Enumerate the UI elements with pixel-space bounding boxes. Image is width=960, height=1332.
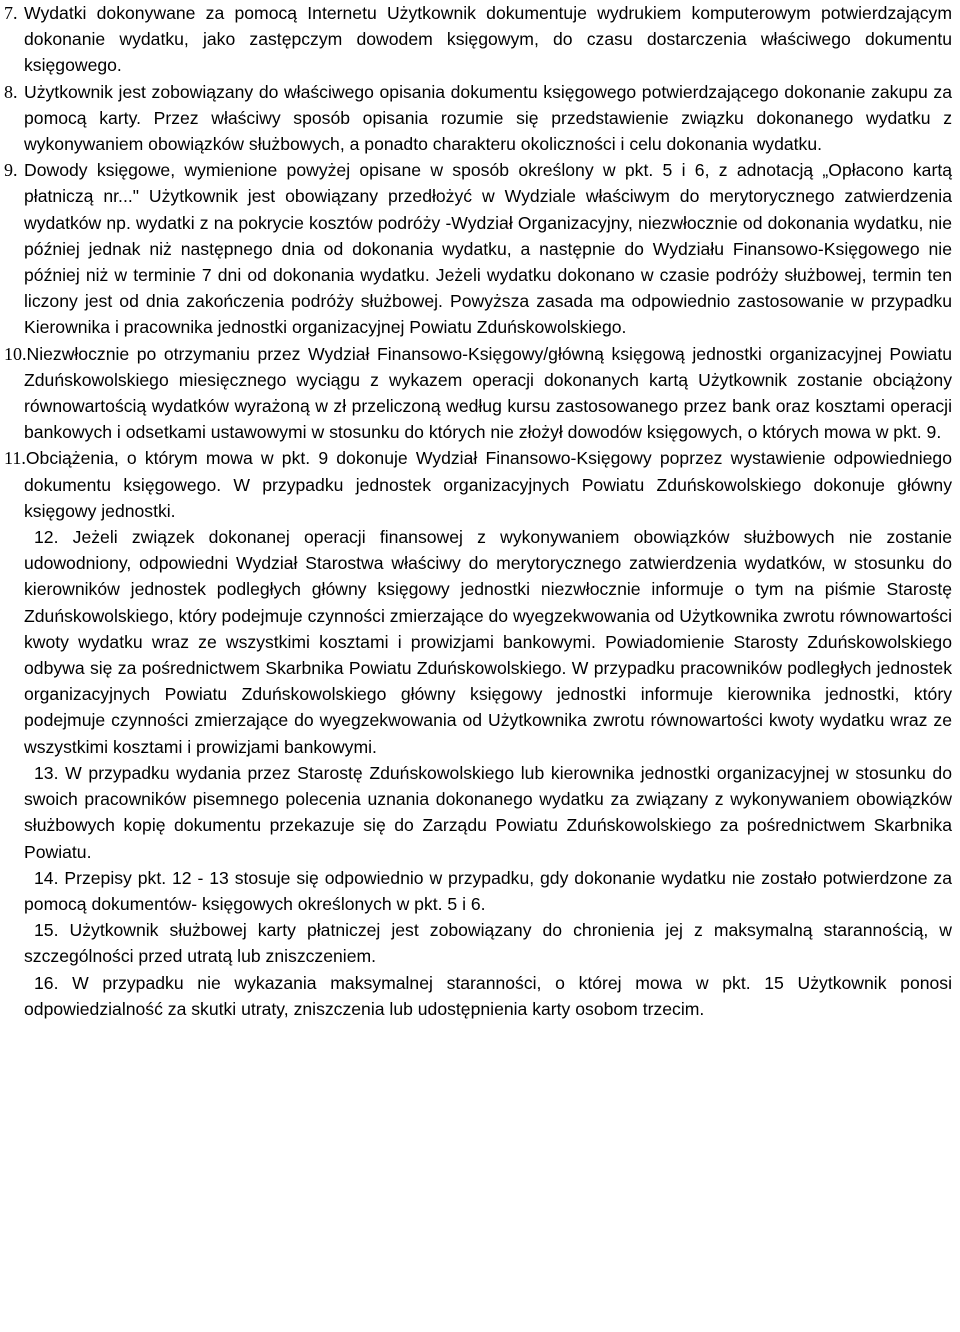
- paragraph-7: [4, 0, 952, 79]
- paragraph-8: [4, 79, 952, 158]
- paragraph-number: 14.: [34, 867, 59, 888]
- paragraph-10: [4, 341, 952, 446]
- paragraph-number: 8.: [4, 81, 18, 102]
- paragraph-number: 15.: [34, 920, 59, 941]
- paragraph-number: 13.: [34, 762, 59, 783]
- paragraph-text: W przypadku nie wykazania maksymalnej staranności, o której mowa w pkt. 15 Użytkownik ponosi odpowiedzialność za skutki utraty, zniszczenia lub udostępnienia karty osobom trzecim.: [24, 972, 953, 1019]
- paragraph-text: Użytkownik służbowej karty płatniczej jest zobowiązany do chronienia jej z maksymalną starannością, w szczególności przed utratą lub zniszczeniem.: [24, 920, 952, 967]
- paragraph-number: 10.: [4, 343, 27, 364]
- paragraph-11: [4, 445, 952, 524]
- paragraph-text: W przypadku wydania przez Starostę Zduńskowolskiego lub kierownika jednostki organizacyjnej w stosunku do swoich pracowników pisemnego polecenia uznania dokonanego wydatku za związany z wykonywaniem obowiązków służbowych kopię dokumentu przekazuje się do Zarządu Powiatu Zduńskowolskiego za pośrednictwem Skarbnika Powiatu.: [24, 762, 952, 862]
- paragraph-number: 16.: [34, 972, 59, 993]
- paragraph-text: Niezwłocznie po otrzymaniu przez Wydział Finansowo-Księgowy/główną księgową jednostki organizacyjnej Powiatu Zduńskowolskiego miesięcznego wyciągu z wykazem operacji dokonanych kartą Użytkownik zostanie obciążony równowartością wydatków wyrażoną w zł przeliczoną według kursu zastosowanego przez bank oraz kosztami operacji bankowych i odsetkami ustawowymi w stosunku do których nie złożył dowodów księgowych, o których mowa w pkt. 9.: [24, 343, 952, 443]
- paragraph-13: [24, 760, 952, 865]
- paragraph-text: Obciążenia, o którym mowa w pkt. 9 dokonuje Wydział Finansowo-Księgowy poprzez wystawienie odpowiedniego dokumentu księgowego. W przypadku jednostek organizacyjnych Powiatu Zduńskowolskiego dokonuje główny księgowy jednostki.: [24, 448, 952, 521]
- paragraph-number: 9.: [4, 160, 18, 181]
- paragraph-text: Przepisy pkt. 12 - 13 stosuje się odpowiednio w przypadku, gdy dokonanie wydatku nie zostało potwierdzone za pomocą dokumentów- księgowych określonych w pkt. 5 i 6.: [24, 867, 952, 914]
- paragraph-text: Dowody księgowe, wymienione powyżej opisane w sposób określony w pkt. 5 i 6, z adnotacją „Opłacono kartą płatniczą nr..." Użytkownik jest obowiązany przedłożyć w Wydziale właściwym do merytorycznego zatwierdzenia wydatków np. wydatki z na pokrycie kosztów podróży -Wydział Organizacyjny, niezwłocznie od dokonania wydatku, nie później jednak niż następnego dnia od dokonania wydatku, a następnie do Wydziału Finansowo-Księgowego nie później niż w terminie 7 dni od dokonania wydatku. Jeżeli wydatku dokonano w czasie podróży służbowej, termin ten liczony jest od dnia zakończenia podróży służbowej. Powyższa zasada ma odpowiednio zastosowanie w przypadku Kierownika i pracownika jednostki organizacyjnej Powiatu Zduńskowolskiego.: [24, 160, 952, 338]
- paragraph-16: [24, 970, 952, 1022]
- paragraph-15: [24, 917, 952, 969]
- paragraph-number: 12.: [34, 527, 59, 548]
- paragraph-number: 7.: [4, 3, 18, 23]
- paragraph-text: Jeżeli związek dokonanej operacji finansowej z wykonywaniem obowiązków służbowych nie zostanie udowodniony, odpowiedni Wydział Starostwa właściwy do merytorycznego zatwierdzenia wydatków, w stosunku do kierowników jednostek podległych główny księgowy jednostki niezwłocznie informuje o tym na piśmie Starostę Zduńskowolskiego, który podejmuje czynności zmierzające do wyegzekwowania od Użytkownika zwrotu równowartości kwoty wydatku wraz ze wszystkimi kosztami i prowizjami bankowymi. Powiadomienie Starosty Zduńskowolskiego odbywa się za pośrednictwem Skarbnika Powiatu Zduńskowolskiego. W przypadku pracowników podległych jednostek organizacyjnych Powiatu Zduńskowolskiego główny księgowy jednostki informuje kierownika jednostki, który podejmuje czynności zmierzające do wyegzekwowania od Użytkownika zwrotu równowartości kwoty wydatku wraz ze wszystkimi kosztami i prowizjami bankowymi.: [24, 527, 952, 757]
- paragraph-text: Użytkownik jest zobowiązany do właściwego opisania dokumentu księgowego potwierdzającego dokonanie zakupu za pomocą karty. Przez właściwy sposób opisania rozumie się przedstawienie związku dokonanego wydatku z wykonywaniem obowiązków służbowych, a ponadto charakteru okoliczności i celu dokonania wydatku.: [24, 81, 952, 155]
- paragraph-9: [4, 157, 952, 340]
- paragraph-text: Wydatki dokonywane za pomocą Internetu Użytkownik dokumentuje wydrukiem komputerowym potwierdzającym dokonanie wydatku, jako zastępczym dowodem księgowym, do czasu dostarczenia właściwego dokumentu księgowego.: [24, 3, 952, 76]
- paragraph-12: [24, 524, 952, 760]
- paragraph-14: [24, 865, 952, 917]
- paragraph-number: 11.: [4, 448, 26, 469]
